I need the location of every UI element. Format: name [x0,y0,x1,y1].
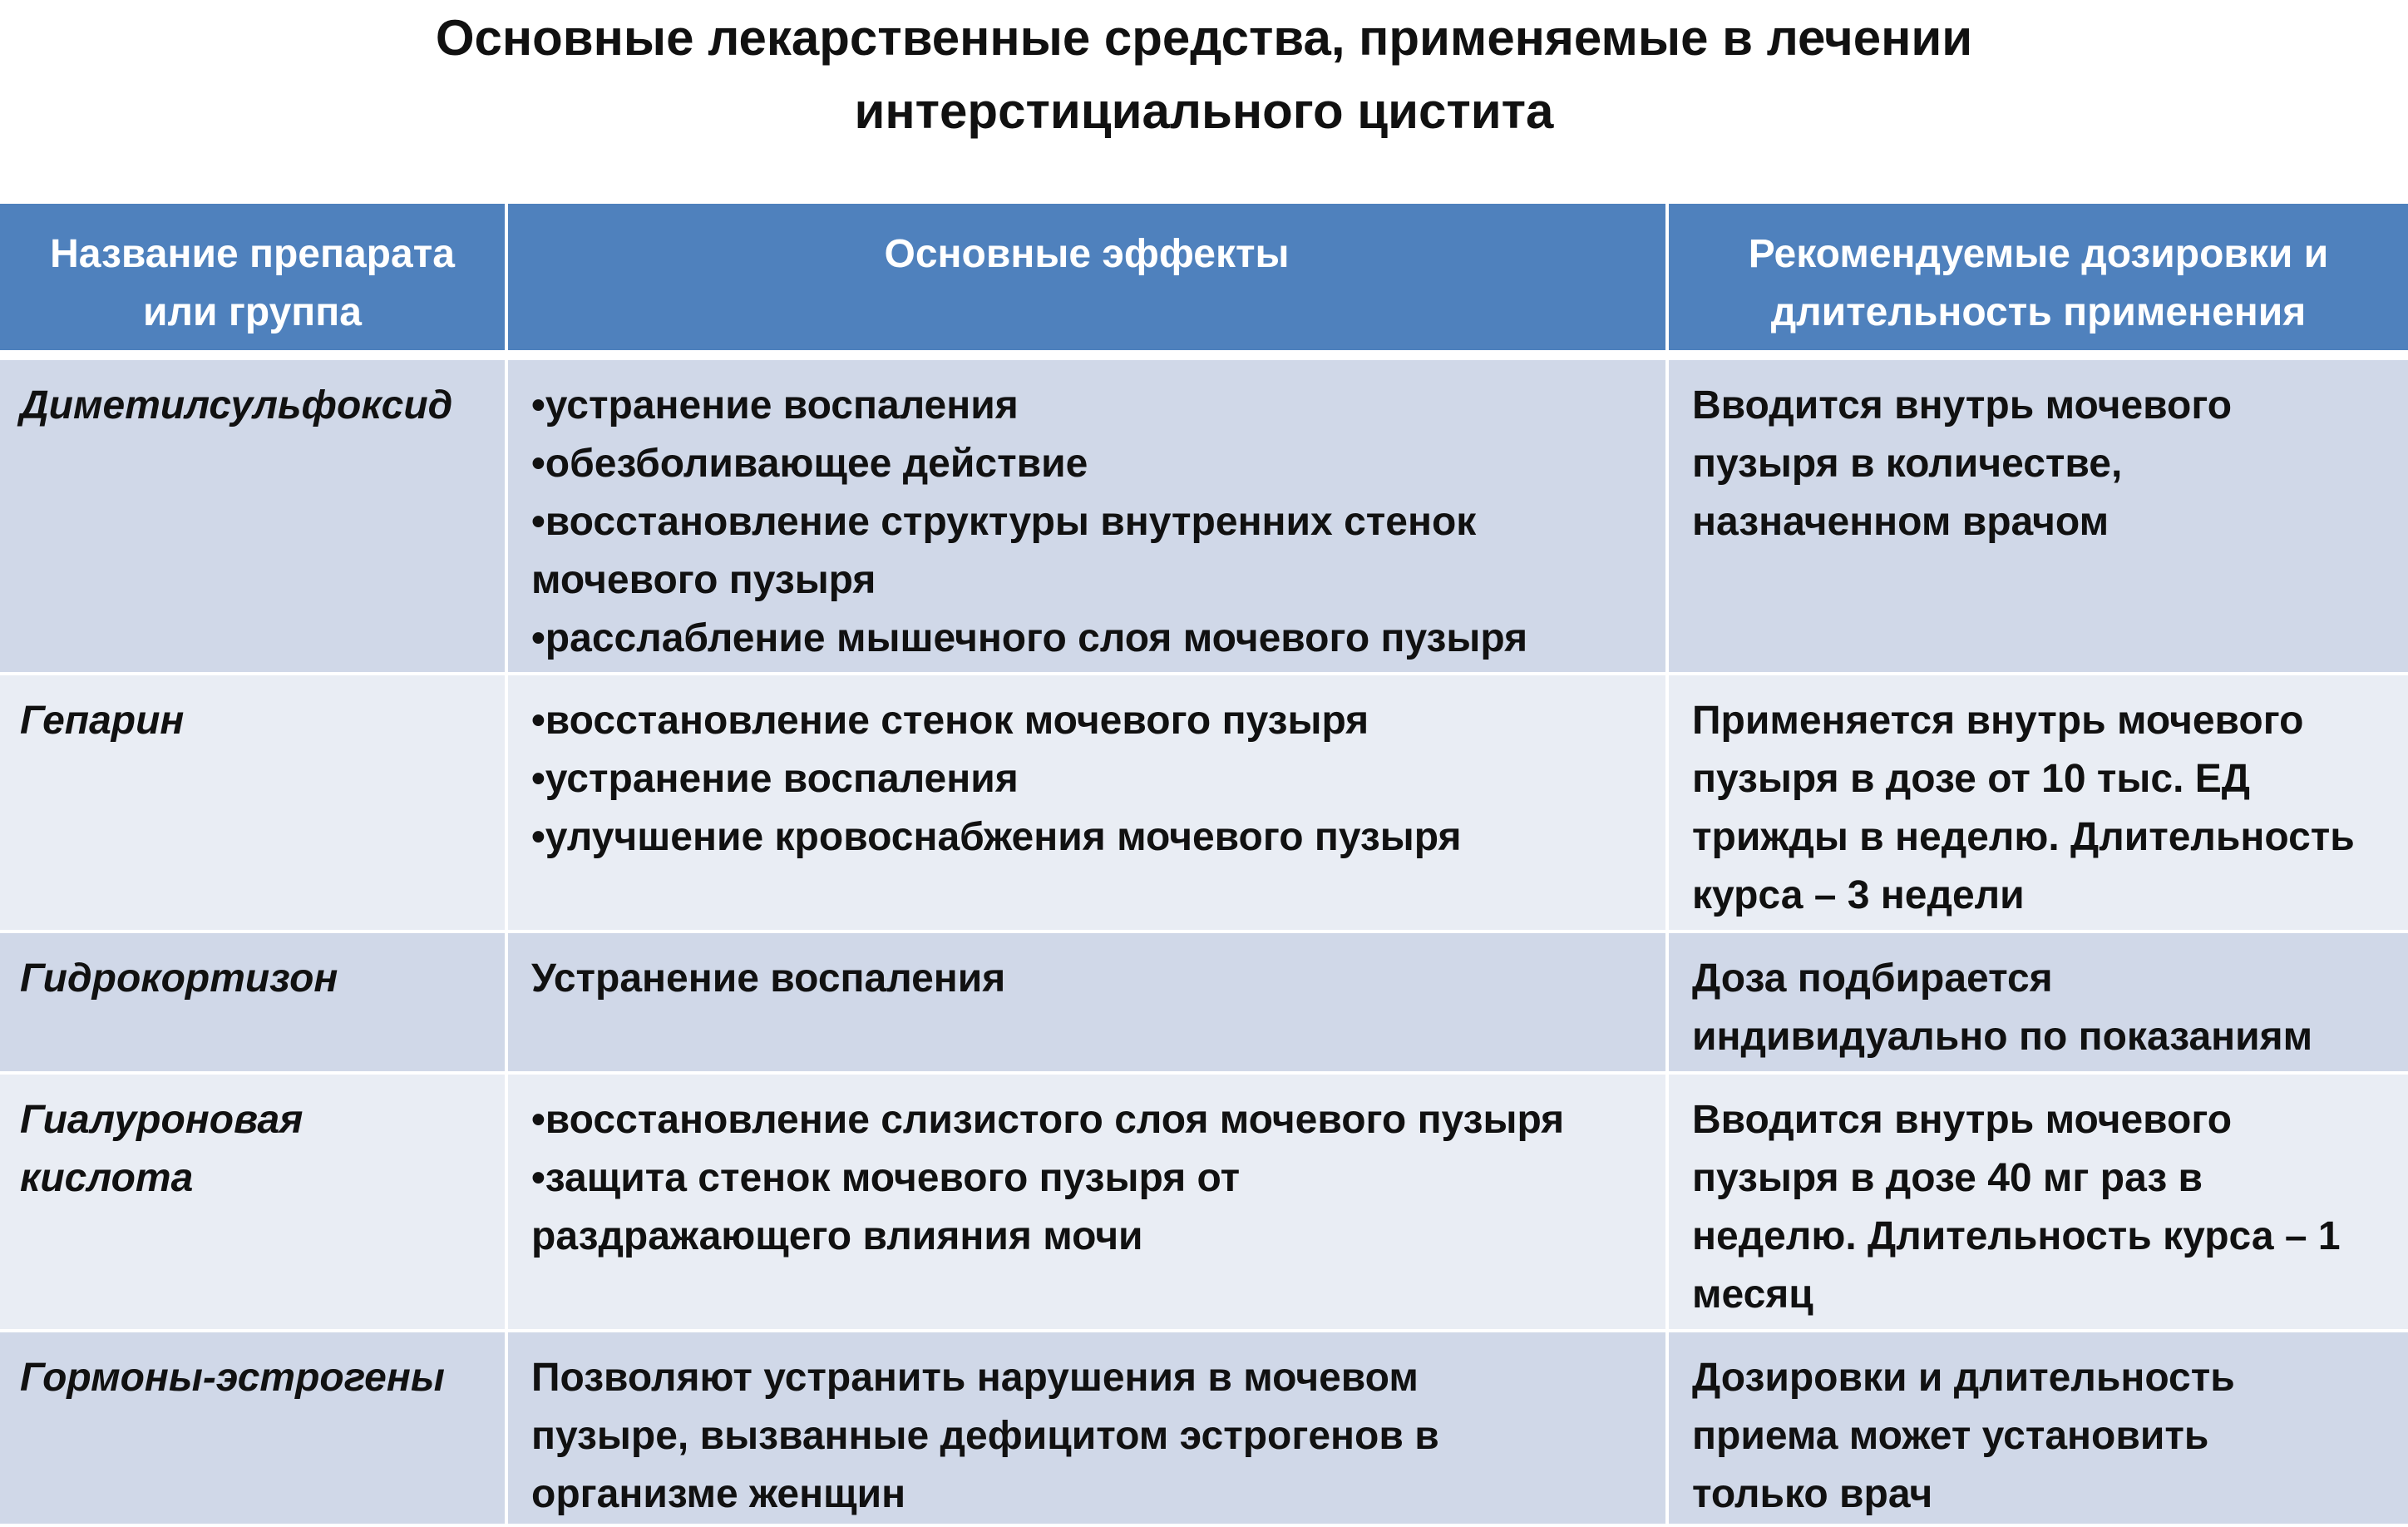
dosage-line: Вводится внутрь мочевого [1692,383,2233,427]
table-row [0,1331,2408,1525]
header-name-line-1: Название препарата [50,232,455,276]
drug-name-cell: Диметилсульфоксид [0,355,506,674]
drug-dosage-cell [1667,1073,2408,1331]
page-title-line-2: интерстициального цистита [854,83,1554,139]
dosage-line: Вводится внутрь мочевого [1692,1098,2233,1142]
effect-line: раздражающего влияния мочи [531,1214,1143,1258]
drug-name-line-1: Гиалуроновая [20,1098,303,1142]
table-row [0,674,2408,932]
effect-line: •восстановление слизистого слоя мочевого пузыря [531,1098,1565,1142]
dosage-line: Дозировки и длительность [1692,1356,2235,1400]
effect-line: •устранение воспаления [531,757,1019,801]
effect-line: •обезболивающее действие [531,442,1088,486]
header-name-line-2: или группа [143,290,362,334]
effect-line: мочевого пузыря [531,558,876,602]
dosage-line: трижды в неделю. Длительность [1692,815,2355,859]
drugs-table [0,204,2408,1527]
effect-line: организме женщин [531,1472,906,1516]
table-row [0,355,2408,674]
effect-line: Позволяют устранить нарушения в мочевом [531,1356,1419,1400]
header-effects-column: Основные эффекты [506,204,1667,355]
header-dosage-line-2: длительность применения [1770,290,2307,334]
table-header-row [0,204,2408,355]
effect-line: •защита стенок мочевого пузыря от [531,1156,1241,1200]
effect-line: •восстановление стенок мочевого пузыря [531,699,1369,743]
dosage-line: приема может установить [1692,1414,2209,1458]
dosage-line: Доза подбирается [1692,956,2053,1001]
effect-line: •восстановление структуры внутренних стенок [531,500,1477,544]
effect-line: •расслабление мышечного слоя мочевого пузыря [531,616,1528,660]
header-dosage-column [1667,204,2408,355]
dosage-line: пузыря в дозе от 10 тыс. ЕД [1692,757,2250,801]
drug-dosage-cell [1667,355,2408,674]
drug-name-line-2: кислота [20,1156,194,1200]
table-row [0,932,2408,1073]
dosage-line: пузыря в количестве, [1692,442,2123,486]
drug-effects-cell [506,674,1667,932]
header-dosage-line-1: Рекомендуемые дозировки и [1748,232,2329,276]
drug-dosage-cell [1667,932,2408,1073]
page-title [0,0,2408,200]
dosage-line: месяц [1692,1272,1813,1317]
effect-line: пузыре, вызванные дефицитом эстрогенов в [531,1414,1439,1458]
header-name-column [0,204,506,355]
dosage-line: индивидуально по показаниям [1692,1015,2313,1059]
dosage-line: курса – 3 недели [1692,873,2025,917]
page-title-line-1: Основные лекарственные средства, применяемые в лечении [435,10,1973,66]
effect-line: •улучшение кровоснабжения мочевого пузыря [531,815,1462,859]
dosage-line: пузыря в дозе 40 мг раз в [1692,1156,2203,1200]
drug-dosage-cell [1667,674,2408,932]
drug-effects-cell [506,932,1667,1073]
drug-name-cell: Гормоны-эстрогены [0,1331,506,1525]
drug-effects-cell [506,1331,1667,1525]
drug-effects-cell [506,355,1667,674]
effect-line: •устранение воспаления [531,383,1019,427]
drug-name-cell: Гидрокортизон [0,932,506,1073]
drug-dosage-cell [1667,1331,2408,1525]
effect-line: Устранение воспаления [531,956,1006,1001]
table-row [0,1073,2408,1331]
dosage-line: только врач [1692,1472,1933,1516]
dosage-line: назначенном врачом [1692,500,2109,544]
drug-effects-cell [506,1073,1667,1331]
dosage-line: Применяется внутрь мочевого [1692,699,2304,743]
drug-name-cell [0,1073,506,1331]
drug-name-cell: Гепарин [0,674,506,932]
dosage-line: неделю. Длительность курса – 1 [1692,1214,2341,1258]
